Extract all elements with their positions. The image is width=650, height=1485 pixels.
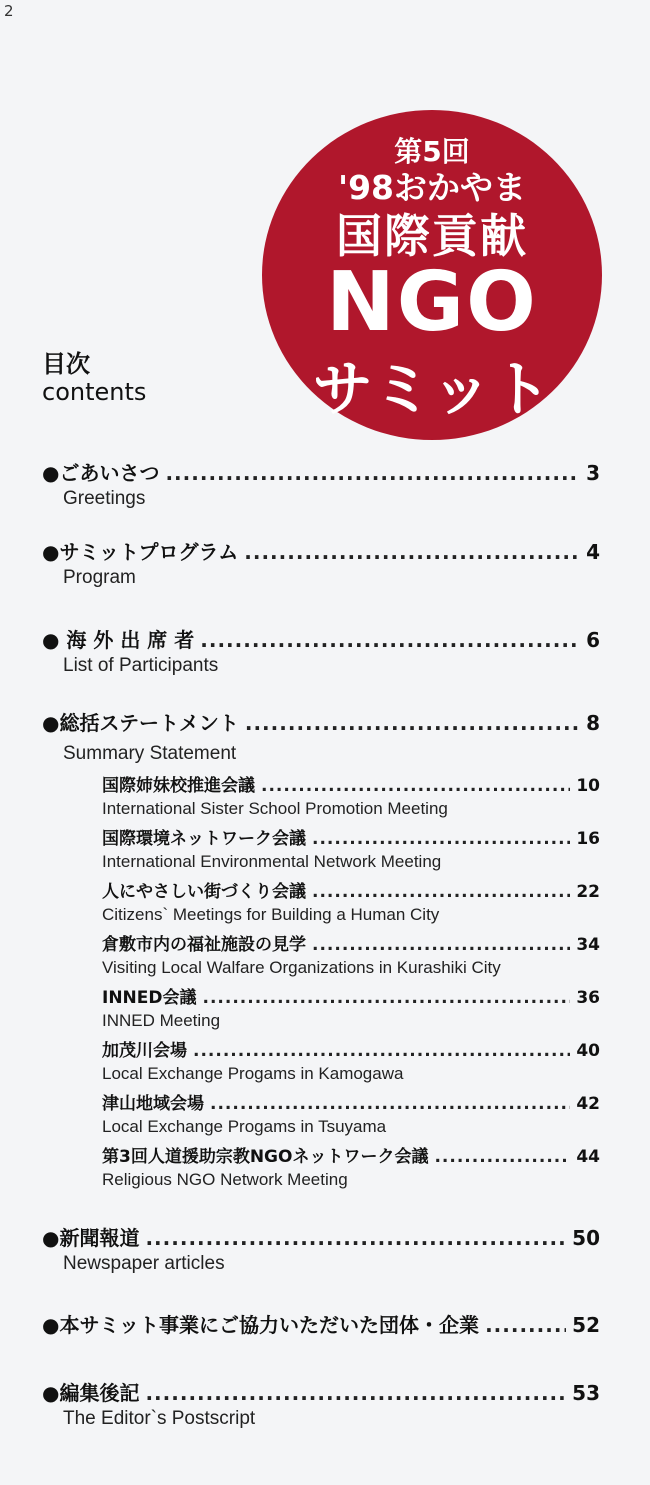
entry-title: ●サミットプログラム xyxy=(42,540,239,564)
toc-entry-greetings[interactable] xyxy=(42,457,600,510)
subentry-title: 倉敷市内の福祉施設の見学 xyxy=(102,935,306,955)
toc-subentry-human-city[interactable] xyxy=(102,877,600,925)
subentry-subtitle: Visiting Local Walfare Organizations in Kurashiki City xyxy=(102,958,501,977)
subentry-subtitle: International Environmental Network Meeting xyxy=(102,852,442,871)
entry-title: ●総括ステートメント xyxy=(42,711,239,735)
toc-subentry-kamogawa[interactable] xyxy=(102,1036,600,1084)
toc-entry-participants[interactable] xyxy=(42,624,600,677)
toc-heading-jp: 目次 xyxy=(42,350,90,378)
entry-page: 4 xyxy=(586,540,600,564)
leader-dots xyxy=(193,1041,570,1061)
toc-heading xyxy=(42,350,146,406)
subentry-subtitle: INNED Meeting xyxy=(102,1011,221,1030)
toc-subentry-religious-ngo[interactable] xyxy=(102,1142,600,1190)
subentry-title: INNED会議 xyxy=(102,988,197,1008)
subentry-title: 第3回人道援助宗教NGOネットワーク会議 xyxy=(102,1147,429,1167)
entry-subtitle: Summary Statement xyxy=(63,743,237,764)
subentry-subtitle: International Sister School Promotion Meeting xyxy=(102,799,448,818)
subentry-subtitle: Local Exchange Progams in Kamogawa xyxy=(102,1064,404,1083)
toc-subentry-environment[interactable] xyxy=(102,824,600,872)
toc-entry-program[interactable] xyxy=(42,536,600,589)
leader-dots xyxy=(210,1094,570,1114)
leader-dots xyxy=(244,540,580,564)
logo-line-summit: サミット xyxy=(312,355,552,425)
logo-line-edition: 第5回 xyxy=(394,135,470,168)
leader-dots xyxy=(145,1226,566,1250)
toc-subentry-welfare-visit[interactable] xyxy=(102,930,600,978)
subentry-title: 国際環境ネットワーク会議 xyxy=(102,829,306,849)
toc-heading-en: contents xyxy=(42,378,147,406)
entry-title: ●編集後記 xyxy=(42,1381,140,1405)
logo-line-ngo: NGO xyxy=(326,255,538,350)
subentry-title: 津山地域会場 xyxy=(102,1094,204,1114)
entry-title: ●本サミット事業にご協力いただいた団体・企業 xyxy=(42,1313,480,1337)
entry-title: ●新聞報道 xyxy=(42,1226,140,1250)
entry-page: 8 xyxy=(586,711,600,735)
toc-subentry-inned[interactable] xyxy=(102,983,600,1031)
leader-dots xyxy=(145,1381,566,1405)
toc-entry-sponsors[interactable] xyxy=(42,1309,600,1338)
page-number: 2 xyxy=(4,2,14,20)
entry-page: 3 xyxy=(586,461,600,485)
entry-page: 52 xyxy=(572,1313,600,1337)
entry-subtitle: Program xyxy=(63,567,136,588)
subentry-title: 国際姉妹校推進会議 xyxy=(102,776,255,796)
subentry-page: 40 xyxy=(576,1041,600,1061)
leader-dots xyxy=(245,711,580,735)
entry-subtitle: Greetings xyxy=(63,488,146,509)
entry-subtitle: Newspaper articles xyxy=(63,1253,225,1274)
subentry-page: 34 xyxy=(576,935,600,955)
subentry-subtitle: Citizens` Meetings for Building a Human City xyxy=(102,905,440,924)
leader-dots xyxy=(165,461,580,485)
entry-page: 50 xyxy=(572,1226,600,1250)
summit-logo xyxy=(262,110,602,440)
leader-dots xyxy=(200,628,580,652)
toc-entry-summary[interactable] xyxy=(42,707,600,736)
subentry-page: 10 xyxy=(576,776,600,796)
toc-entry-newspaper[interactable] xyxy=(42,1222,600,1275)
subentry-page: 22 xyxy=(576,882,600,902)
subentry-title: 人にやさしい街づくり会議 xyxy=(102,882,306,902)
leader-dots xyxy=(203,988,571,1008)
entry-page: 6 xyxy=(586,628,600,652)
subentry-page: 16 xyxy=(576,829,600,849)
subentry-subtitle: Religious NGO Network Meeting xyxy=(102,1170,348,1189)
entry-subtitle: The Editor`s Postscript xyxy=(63,1408,256,1429)
toc-subentry-sister-school[interactable] xyxy=(102,771,600,819)
logo-line-contribution: 国際貢献 xyxy=(336,209,528,263)
entry-page: 53 xyxy=(572,1381,600,1405)
leader-dots xyxy=(312,882,570,902)
leader-dots xyxy=(261,776,570,796)
subentry-page: 36 xyxy=(576,988,600,1008)
subentry-title: 加茂川会場 xyxy=(102,1041,187,1061)
entry-title: ● 海 外 出 席 者 xyxy=(42,628,195,652)
toc-subentry-tsuyama[interactable] xyxy=(102,1089,600,1137)
subentry-subtitle: Local Exchange Progams in Tsuyama xyxy=(102,1117,387,1136)
entry-title: ●ごあいさつ xyxy=(42,461,160,485)
leader-dots xyxy=(312,829,570,849)
subentry-page: 44 xyxy=(576,1147,600,1167)
logo-line-year: '98おかやま xyxy=(337,168,527,207)
entry-subtitle: List of Participants xyxy=(63,655,219,676)
toc-entry-postscript[interactable] xyxy=(42,1377,600,1430)
leader-dots xyxy=(434,1147,570,1167)
leader-dots xyxy=(312,935,570,955)
leader-dots xyxy=(485,1313,566,1337)
subentry-page: 42 xyxy=(576,1094,600,1114)
